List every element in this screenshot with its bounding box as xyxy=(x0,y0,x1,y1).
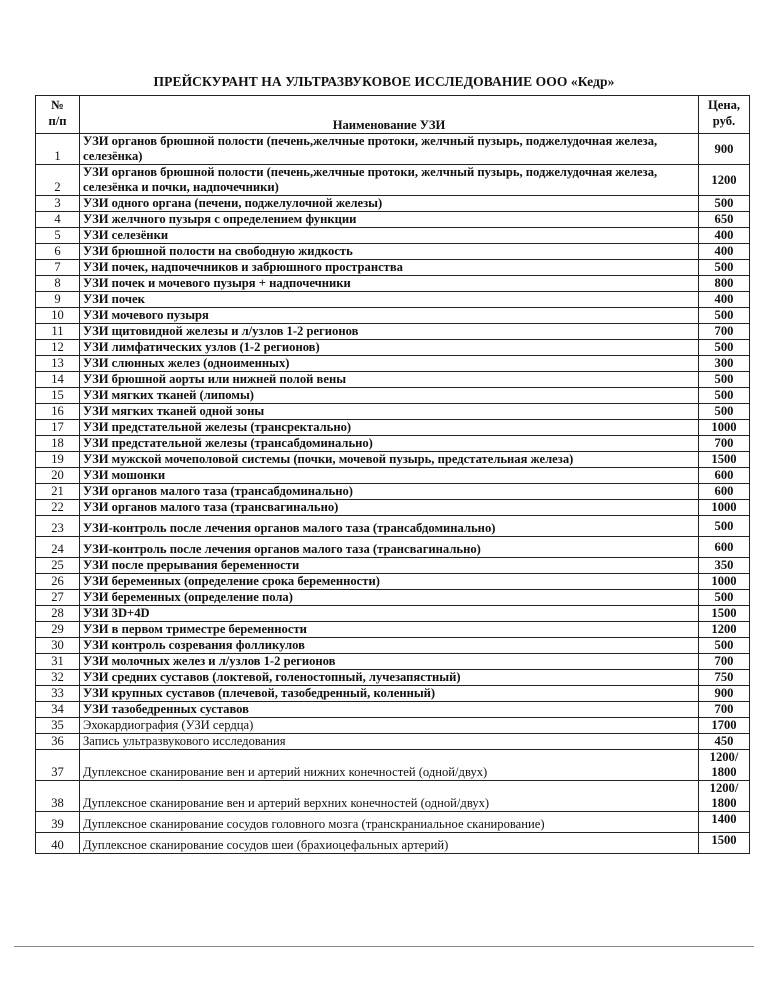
table-row xyxy=(36,468,750,484)
table-row xyxy=(36,340,750,356)
service-price: 700 xyxy=(699,654,750,670)
row-number: 12 xyxy=(36,340,80,356)
row-number: 37 xyxy=(36,750,80,781)
row-number: 17 xyxy=(36,420,80,436)
service-price: 500 xyxy=(699,516,750,537)
table-row xyxy=(36,356,750,372)
table-row xyxy=(36,420,750,436)
service-name: УЗИ почек xyxy=(80,292,699,308)
service-price: 700 xyxy=(699,324,750,340)
table-row xyxy=(36,324,750,340)
row-number: 2 xyxy=(36,165,80,196)
row-number: 24 xyxy=(36,537,80,558)
service-price: 350 xyxy=(699,558,750,574)
service-price: 450 xyxy=(699,734,750,750)
service-price: 1400 xyxy=(699,812,750,833)
header-price: Цена, руб. xyxy=(699,96,750,134)
service-name: УЗИ беременных (определение срока беременности) xyxy=(80,574,699,590)
service-name: УЗИ органов брюшной полости (печень,желчные протоки, желчный пузырь, поджелудочная железа, селезёнка) xyxy=(80,134,699,165)
table-row xyxy=(36,781,750,812)
table-row xyxy=(36,833,750,854)
service-price: 600 xyxy=(699,537,750,558)
service-price: 500 xyxy=(699,260,750,276)
row-number: 11 xyxy=(36,324,80,340)
row-number: 5 xyxy=(36,228,80,244)
service-price: 1500 xyxy=(699,606,750,622)
service-name: УЗИ слюнных желез (одноименных) xyxy=(80,356,699,372)
row-number: 18 xyxy=(36,436,80,452)
row-number: 13 xyxy=(36,356,80,372)
table-row xyxy=(36,537,750,558)
row-number: 19 xyxy=(36,452,80,468)
service-name: УЗИ в первом триместре беременности xyxy=(80,622,699,638)
service-name: УЗИ брюшной полости на свободную жидкость xyxy=(80,244,699,260)
row-number: 29 xyxy=(36,622,80,638)
service-price: 500 xyxy=(699,404,750,420)
row-number: 32 xyxy=(36,670,80,686)
service-name: УЗИ предстательной железы (трансректально) xyxy=(80,420,699,436)
table-row xyxy=(36,372,750,388)
service-price: 1000 xyxy=(699,574,750,590)
table-row xyxy=(36,308,750,324)
table-row xyxy=(36,558,750,574)
service-name: УЗИ тазобедренных суставов xyxy=(80,702,699,718)
service-name: УЗИ беременных (определение пола) xyxy=(80,590,699,606)
service-price: 500 xyxy=(699,308,750,324)
table-row xyxy=(36,244,750,260)
row-number: 1 xyxy=(36,134,80,165)
service-name: УЗИ 3D+4D xyxy=(80,606,699,622)
service-price: 1500 xyxy=(699,452,750,468)
table-row xyxy=(36,134,750,165)
service-price: 300 xyxy=(699,356,750,372)
service-name: УЗИ контроль созревания фолликулов xyxy=(80,638,699,654)
service-price: 500 xyxy=(699,590,750,606)
table-row xyxy=(36,404,750,420)
service-name: УЗИ почек и мочевого пузыря + надпочечники xyxy=(80,276,699,292)
service-price: 1200/ 1800 xyxy=(699,781,750,812)
row-number: 15 xyxy=(36,388,80,404)
table-row xyxy=(36,750,750,781)
table-row xyxy=(36,292,750,308)
row-number: 25 xyxy=(36,558,80,574)
service-name: УЗИ мошонки xyxy=(80,468,699,484)
service-price: 500 xyxy=(699,638,750,654)
table-row xyxy=(36,516,750,537)
table-row xyxy=(36,590,750,606)
row-number: 38 xyxy=(36,781,80,812)
table-row xyxy=(36,606,750,622)
service-name: УЗИ-контроль после лечения органов малого таза (трансабдоминально) xyxy=(80,516,699,537)
service-name: УЗИ средних суставов (локтевой, голеностопный, лучезапястный) xyxy=(80,670,699,686)
table-row xyxy=(36,702,750,718)
row-number: 16 xyxy=(36,404,80,420)
row-number: 36 xyxy=(36,734,80,750)
service-name: УЗИ-контроль после лечения органов малого таза (трансвагинально) xyxy=(80,537,699,558)
row-number: 33 xyxy=(36,686,80,702)
price-table xyxy=(35,95,750,854)
row-number: 31 xyxy=(36,654,80,670)
service-name: УЗИ щитовидной железы и л/узлов 1-2 регионов xyxy=(80,324,699,340)
table-row xyxy=(36,500,750,516)
service-price: 1200 xyxy=(699,622,750,638)
service-name: УЗИ брюшной аорты или нижней полой вены xyxy=(80,372,699,388)
table-row xyxy=(36,484,750,500)
table-row xyxy=(36,388,750,404)
service-price: 900 xyxy=(699,134,750,165)
table-row xyxy=(36,686,750,702)
row-number: 35 xyxy=(36,718,80,734)
service-price: 800 xyxy=(699,276,750,292)
row-number: 10 xyxy=(36,308,80,324)
service-name: УЗИ мягких тканей (липомы) xyxy=(80,388,699,404)
service-name: УЗИ молочных желез и л/узлов 1-2 регионов xyxy=(80,654,699,670)
service-name: УЗИ органов малого таза (трансабдоминально) xyxy=(80,484,699,500)
table-row xyxy=(36,654,750,670)
row-number: 23 xyxy=(36,516,80,537)
row-number: 3 xyxy=(36,196,80,212)
row-number: 40 xyxy=(36,833,80,854)
service-price: 700 xyxy=(699,436,750,452)
table-row xyxy=(36,734,750,750)
row-number: 9 xyxy=(36,292,80,308)
service-price: 500 xyxy=(699,372,750,388)
row-number: 20 xyxy=(36,468,80,484)
service-name: УЗИ мочевого пузыря xyxy=(80,308,699,324)
row-number: 28 xyxy=(36,606,80,622)
service-price: 1500 xyxy=(699,833,750,854)
service-name: УЗИ органов брюшной полости (печень,желчные протоки, желчный пузырь, поджелудочная железа, селезёнка и почки, надпочечники) xyxy=(80,165,699,196)
row-number: 27 xyxy=(36,590,80,606)
table-row xyxy=(36,452,750,468)
service-price: 500 xyxy=(699,340,750,356)
service-price: 400 xyxy=(699,292,750,308)
table-header-row xyxy=(36,96,750,134)
table-row xyxy=(36,228,750,244)
service-name: УЗИ одного органа (печени, поджелулочной железы) xyxy=(80,196,699,212)
row-number: 7 xyxy=(36,260,80,276)
service-name: УЗИ желчного пузыря с определением функции xyxy=(80,212,699,228)
service-name: УЗИ крупных суставов (плечевой, тазобедренный, коленный) xyxy=(80,686,699,702)
table-row xyxy=(36,165,750,196)
service-price: 650 xyxy=(699,212,750,228)
row-number: 34 xyxy=(36,702,80,718)
table-row xyxy=(36,638,750,654)
table-row xyxy=(36,276,750,292)
page-bottom-rule xyxy=(14,946,754,947)
row-number: 21 xyxy=(36,484,80,500)
service-price: 900 xyxy=(699,686,750,702)
service-price: 1000 xyxy=(699,500,750,516)
row-number: 39 xyxy=(36,812,80,833)
table-row xyxy=(36,436,750,452)
row-number: 4 xyxy=(36,212,80,228)
service-price: 750 xyxy=(699,670,750,686)
row-number: 22 xyxy=(36,500,80,516)
service-name: УЗИ лимфатических узлов (1-2 регионов) xyxy=(80,340,699,356)
table-row xyxy=(36,574,750,590)
header-service-name: Наименование УЗИ xyxy=(80,96,699,134)
service-name: УЗИ органов малого таза (трансвагинально) xyxy=(80,500,699,516)
service-price: 400 xyxy=(699,244,750,260)
table-row xyxy=(36,196,750,212)
table-row xyxy=(36,718,750,734)
table-row xyxy=(36,622,750,638)
service-price: 700 xyxy=(699,702,750,718)
header-number: № п/п xyxy=(36,96,80,134)
row-number: 26 xyxy=(36,574,80,590)
service-name: УЗИ почек, надпочечников и забрюшного пространства xyxy=(80,260,699,276)
service-name: Дуплексное сканирование сосудов шеи (брахиоцефальных артерий) xyxy=(80,833,699,854)
service-price: 500 xyxy=(699,388,750,404)
service-price: 1700 xyxy=(699,718,750,734)
service-name: УЗИ после прерывания беременности xyxy=(80,558,699,574)
row-number: 8 xyxy=(36,276,80,292)
row-number: 30 xyxy=(36,638,80,654)
table-row xyxy=(36,812,750,833)
service-name: УЗИ мягких тканей одной зоны xyxy=(80,404,699,420)
service-price: 600 xyxy=(699,484,750,500)
service-name: Запись ультразвукового исследования xyxy=(80,734,699,750)
table-row xyxy=(36,212,750,228)
service-price: 1000 xyxy=(699,420,750,436)
service-price: 400 xyxy=(699,228,750,244)
service-name: УЗИ мужской мочеполовой системы (почки, мочевой пузырь, предстательная железа) xyxy=(80,452,699,468)
row-number: 14 xyxy=(36,372,80,388)
service-price: 500 xyxy=(699,196,750,212)
service-price: 600 xyxy=(699,468,750,484)
service-name: Дуплексное сканирование вен и артерий нижних конечностей (одной/двух) xyxy=(80,750,699,781)
row-number: 6 xyxy=(36,244,80,260)
service-name: УЗИ селезёнки xyxy=(80,228,699,244)
table-row xyxy=(36,670,750,686)
service-name: Дуплексное сканирование сосудов головного мозга (транскраниальное сканирование) xyxy=(80,812,699,833)
service-price: 1200/ 1800 xyxy=(699,750,750,781)
service-name: Эхокардиография (УЗИ сердца) xyxy=(80,718,699,734)
document-title: ПРЕЙСКУРАНТ НА УЛЬТРАЗВУКОВОЕ ИССЛЕДОВАНИЕ ООО «Кедр» xyxy=(153,74,615,89)
service-price: 1200 xyxy=(699,165,750,196)
service-name: УЗИ предстательной железы (трансабдоминально) xyxy=(80,436,699,452)
service-name: Дуплексное сканирование вен и артерий верхних конечностей (одной/двух) xyxy=(80,781,699,812)
table-row xyxy=(36,260,750,276)
